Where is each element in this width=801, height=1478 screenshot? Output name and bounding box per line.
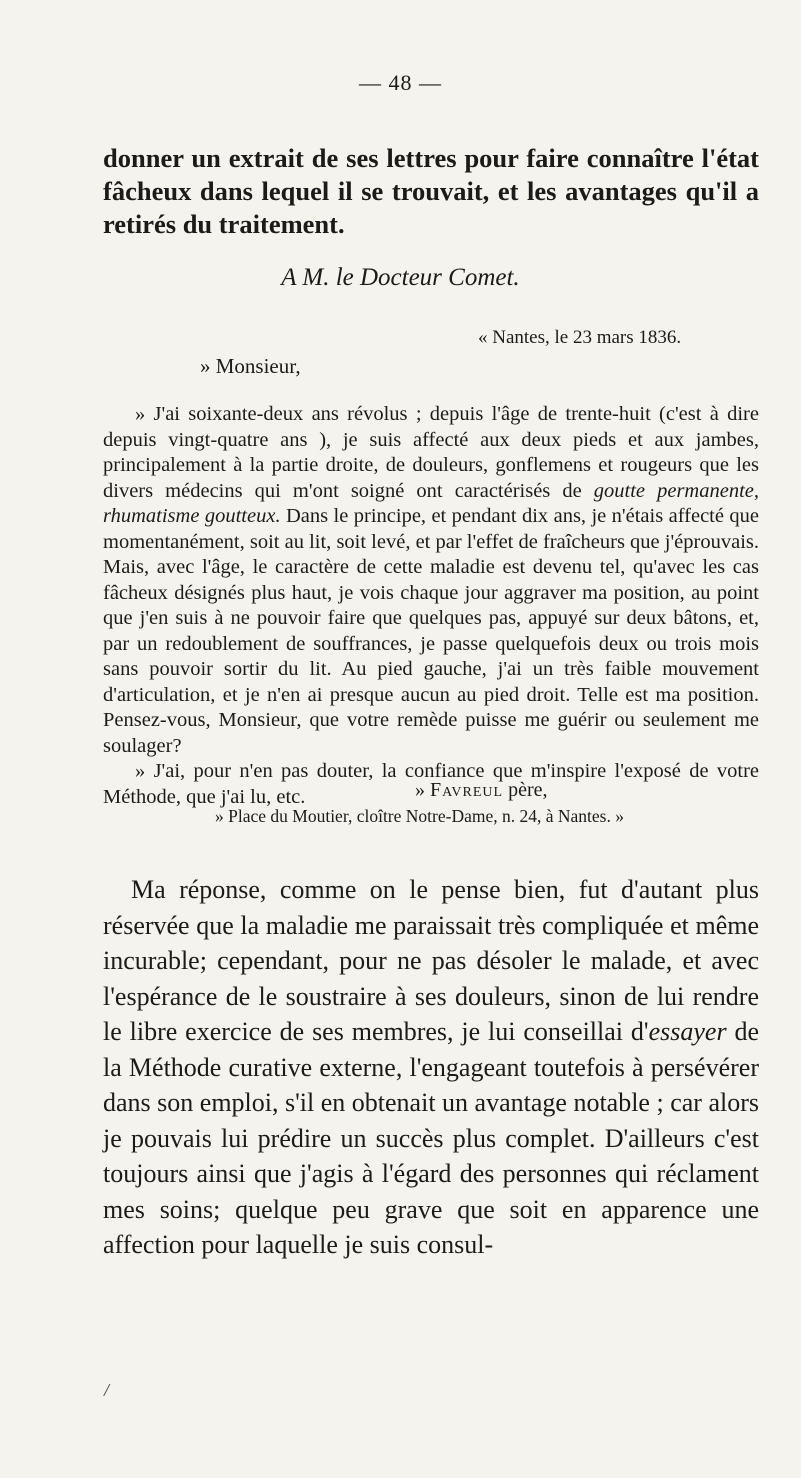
letter-body: [103, 402, 759, 810]
intro-paragraph: donner un extrait de ses lettres pour faire connaître l'état fâcheux dans lequel il se trouvait, et les avantages qu'il a retirés du traitement.: [103, 143, 759, 239]
response-paragraph: [103, 872, 759, 1263]
letter-paragraph-2: » J'ai, pour n'en pas douter, la confiance que m'inspire l'exposé de votre Méthode, que j'ai lu, etc.: [103, 760, 759, 808]
letter-paragraph-1-start: » J'ai soixante-deux ans révolus ; depuis l'âge de trente-huit (c'est à dire depuis vingt-quatre ans ), je suis affecté aux deux pieds et aux jambes, principalement à la partie droite, de douleurs, gonflemens et rougeurs que les divers médecins qui m'ont soigné ont caractérisés de: [103, 403, 759, 502]
signature-suffix: père,: [503, 779, 548, 801]
signature-name: Favreul: [430, 779, 504, 801]
response-text: [103, 872, 759, 1263]
response-part-2: de la Méthode curative externe, l'engageant toutefois à persévérer dans son emploi, s'il en obtenait un avantage notable ; car alors je pouvais lui prédire un succès plus complet. D'ailleurs c'est toujours ainsi que j'agis à l'égard des personnes qui réclament mes soins; quelque peu grave que soit en apparence une affection pour laquelle je suis consul-: [103, 1017, 760, 1259]
page-number: — 48 —: [359, 70, 442, 95]
letter-date: « Nantes, le 23 mars 1836.: [478, 327, 682, 348]
response-emphasis: essayer: [648, 1017, 727, 1046]
margin-mark: /: [104, 1380, 110, 1400]
signature-prefix: »: [415, 779, 430, 801]
letter-address: » Place du Moutier, cloître Notre-Dame, n. 24, à Nantes. »: [215, 806, 624, 826]
letter-heading: A M. le Docteur Comet.: [281, 264, 520, 291]
letter-signature: [415, 779, 548, 802]
letter-diagnosis: goutte permanente, rhumatisme goutteux.: [103, 479, 759, 527]
letter-salutation: » Monsieur,: [200, 354, 301, 378]
letter-paragraph-1: [103, 402, 759, 759]
letter-paragraph-1-end: Dans le principe, et pendant dix ans, je n'étais affecté que momentanément, soit au lit, soit levé, et par l'effet de fraîcheurs que j'éprouvais. Mais, avec l'âge, le caractère de cette maladie est devenu tel, qu'avec les cas fâcheux désignés plus haut, je vois chaque jour aggraver ma position, au point que j'en suis à ne pouvoir faire que quelques pas, appuyé sur deux bâtons, et, par un redoublement de souffrances, je passe quelquefois deux ou trois mois sans pouvoir sortir du lit. Au pied gauche, j'ai un très faible mouvement d'articulation, et je n'en ai presque aucun au pied droit. Telle est ma position. Pensez-vous, Monsieur, que votre remède puisse me guérir ou seulement me soulager?: [103, 505, 759, 757]
response-part-1: Ma réponse, comme on le pense bien, fut d'autant plus réservée que la maladie me paraissait très compliquée et même incurable; cependant, pour ne pas désoler le malade, et avec l'espérance de le soustraire à ses douleurs, sinon de lui rendre le libre exercice de ses membres, je lui conseillai d': [103, 875, 759, 1046]
